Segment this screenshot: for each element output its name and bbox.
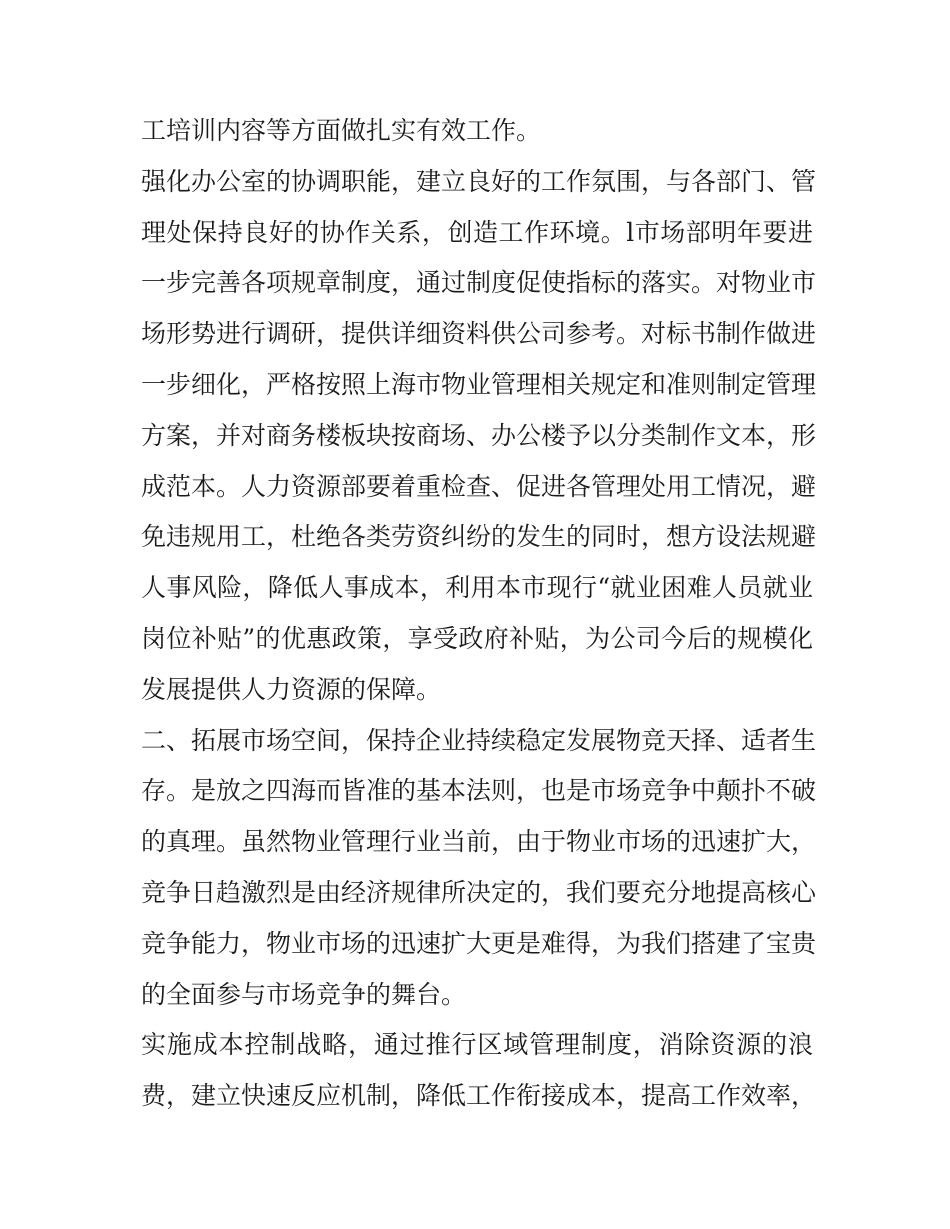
- text-line: 竞争能力，物业市场的迅速扩大更是难得，为我们搭建了宝贵: [141, 928, 817, 958]
- text-line: 实施成本控制战略，通过推行区域管理制度，消除资源的浪: [141, 1030, 813, 1060]
- text-line: 成范本。人力资源部要着重检查、促进各管理处用工情况，避: [141, 471, 817, 501]
- body-text: [141, 106, 817, 1122]
- text-line: 存。是放之四海而皆准的基本法则，也是市场竞争中颠扑不破: [141, 776, 817, 806]
- text-line: 一步完善各项规章制度，通过制度促使指标的落实。对物业市: [141, 268, 817, 298]
- text-line: 方案，并对商务楼板块按商场、办公楼予以分类制作文本，形: [141, 420, 817, 450]
- text-line: 费，建立快速反应机制，降低工作衔接成本，提高工作效率，: [141, 1081, 817, 1111]
- text-line: 发展提供人力资源的保障。: [141, 674, 442, 704]
- text-line: 一步细化，严格按照上海市物业管理相关规定和准则制定管理: [141, 369, 817, 399]
- text-line: 竞争日趋激烈是由经济规律所决定的，我们要充分地提高核心: [141, 877, 817, 907]
- text-line: 岗位补贴”的优惠政策，享受政府补贴，为公司今后的规模化: [141, 623, 813, 653]
- text-line: 人事风险，降低人事成本，利用本市现行“就业困难人员就业: [141, 573, 813, 603]
- text-line: 强化办公室的协调职能，建立良好的工作氛围，与各部门、管: [141, 166, 817, 196]
- text-line: 理处保持良好的协作关系，创造工作环境。l市场部明年要进: [141, 217, 813, 247]
- text-line: 工培训内容等方面做扎实有效工作。: [141, 116, 542, 145]
- text-line: 的真理。虽然物业管理行业当前，由于物业市场的迅速扩大，: [141, 827, 817, 857]
- text-line: 场形势进行调研，提供详细资料供公司参考。对标书制作做进: [141, 319, 817, 349]
- text-line: 的全面参与市场竞争的舞台。: [141, 979, 467, 1009]
- text-line: 免违规用工，杜绝各类劳资纠纷的发生的同时，想方设法规避: [141, 522, 817, 552]
- text-line: 二、拓展市场空间，保持企业持续稳定发展物竞天择、适者生: [141, 725, 817, 755]
